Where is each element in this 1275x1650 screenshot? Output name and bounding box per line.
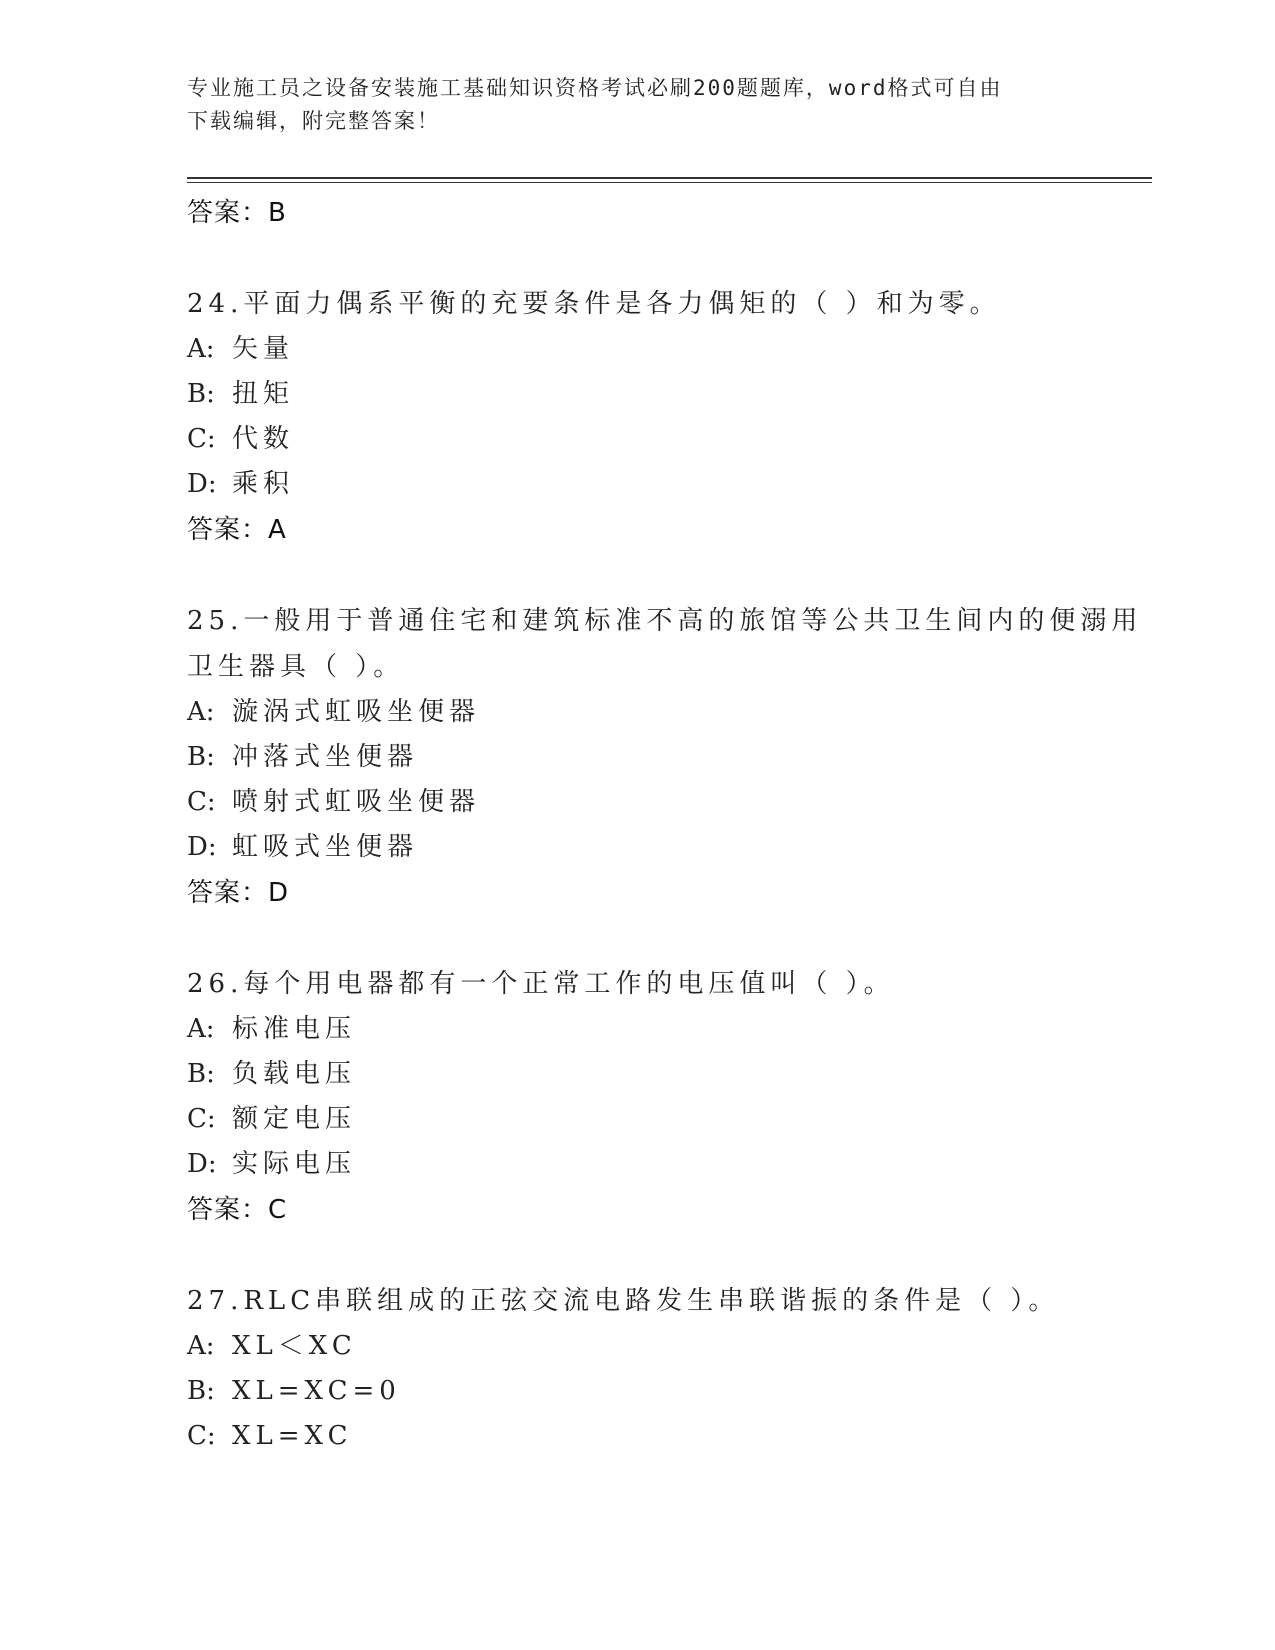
option-letter: D:	[187, 469, 217, 499]
option-text: XL＜XC	[232, 1331, 357, 1361]
option-letter: B:	[187, 1059, 215, 1089]
option-c	[187, 417, 1152, 462]
option-d	[187, 825, 1152, 870]
question-26	[187, 961, 1152, 1233]
header-line-2: 下载编辑，附完整答案！	[187, 109, 440, 133]
option-text: 额定电压	[232, 1104, 357, 1134]
answer-label: 答案：	[187, 1195, 269, 1225]
header-rule-thick	[187, 177, 1152, 179]
option-letter: C:	[187, 1104, 216, 1134]
header-rule-thin	[187, 182, 1152, 183]
option-letter: B:	[187, 742, 215, 772]
option-a	[187, 1007, 1152, 1052]
question-24	[187, 281, 1152, 553]
option-letter: A:	[187, 1331, 215, 1361]
option-letter: A:	[187, 697, 215, 727]
option-text: 漩涡式虹吸坐便器	[232, 697, 481, 727]
answer-value: C	[268, 1195, 288, 1225]
question-stem: 26.每个用电器都有一个正常工作的电压值叫（ ）。	[187, 969, 895, 999]
option-b	[187, 1052, 1152, 1097]
question-stem: 24.平面力偶系平衡的充要条件是各力偶矩的（ ）和为零。	[187, 289, 1001, 319]
answer-label: 答案：	[187, 878, 269, 908]
option-letter: C:	[187, 424, 216, 454]
option-letter: C:	[187, 787, 216, 817]
document-header	[187, 72, 1067, 138]
previous-answer	[187, 190, 1152, 236]
option-text: 矢量	[232, 334, 295, 364]
answer-value: A	[268, 515, 287, 545]
option-c	[187, 1414, 1152, 1459]
option-letter: A:	[187, 1014, 215, 1044]
answer-label: 答案：	[187, 515, 269, 545]
option-text: 代数	[232, 424, 295, 454]
option-b	[187, 1369, 1152, 1414]
answer	[187, 1187, 1152, 1233]
option-b	[187, 735, 1152, 780]
option-b	[187, 372, 1152, 417]
option-letter: C:	[187, 1421, 216, 1451]
option-a	[187, 327, 1152, 372]
option-text: 虹吸式坐便器	[232, 832, 419, 862]
option-d	[187, 1142, 1152, 1187]
option-text: XL=XC	[232, 1421, 353, 1451]
option-c	[187, 1097, 1152, 1142]
question-27	[187, 1278, 1152, 1459]
option-a	[187, 1324, 1152, 1369]
option-text: 扭矩	[232, 379, 295, 409]
option-letter: D:	[187, 832, 217, 862]
option-a	[187, 690, 1152, 735]
option-text: 乘积	[232, 469, 295, 499]
option-letter: B:	[187, 379, 215, 409]
option-d	[187, 462, 1152, 507]
option-text: 负载电压	[232, 1059, 357, 1089]
answer	[187, 870, 1152, 916]
option-letter: A:	[187, 334, 215, 364]
option-letter: B:	[187, 1376, 215, 1406]
option-text: 实际电压	[232, 1149, 357, 1179]
answer-value: D	[268, 878, 290, 908]
option-letter: D:	[187, 1149, 217, 1179]
option-text: 冲落式坐便器	[232, 742, 419, 772]
question-stem: 25.一般用于普通住宅和建筑标准不高的旅馆等公共卫生间内的便溺用卫生器具（ ）。	[187, 606, 1143, 682]
answer-value: B	[268, 198, 287, 228]
question-list	[187, 190, 1152, 1459]
answer	[187, 507, 1152, 553]
option-text: XL=XC=0	[232, 1376, 401, 1406]
answer-label: 答案：	[187, 198, 269, 228]
question-25	[187, 598, 1152, 916]
option-text: 喷射式虹吸坐便器	[232, 787, 481, 817]
option-text: 标准电压	[232, 1014, 357, 1044]
question-stem: 27.RLC串联组成的正弦交流电路发生串联谐振的条件是（ ）。	[187, 1286, 1060, 1316]
option-c	[187, 780, 1152, 825]
header-line-1: 专业施工员之设备安装施工基础知识资格考试必刷200题题库，word格式可自由	[187, 76, 1003, 100]
